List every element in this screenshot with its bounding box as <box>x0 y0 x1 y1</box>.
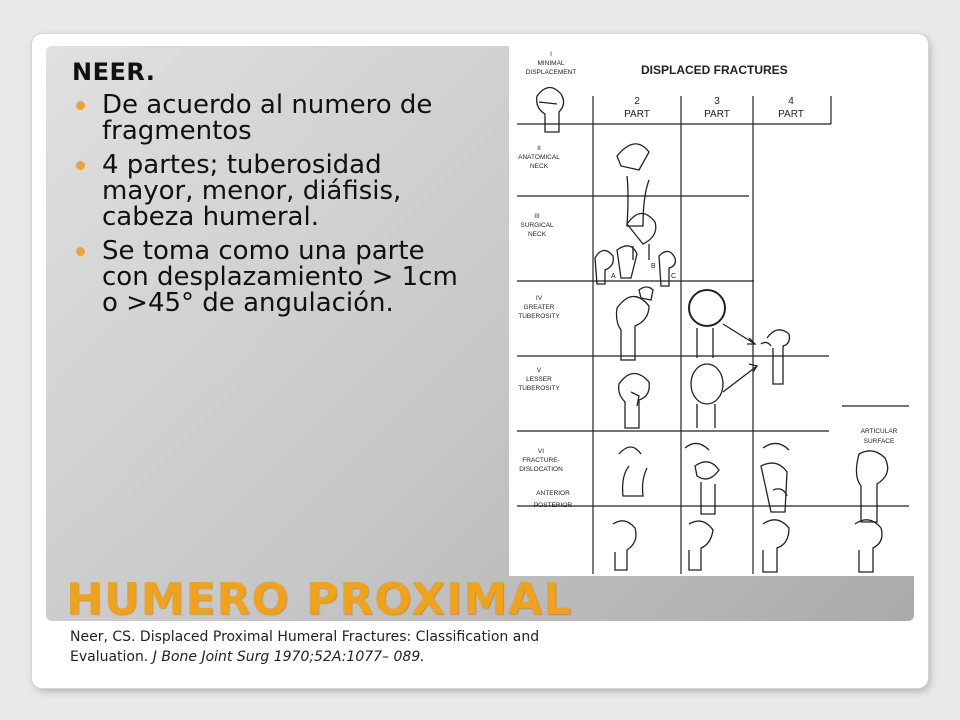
slide-title: HUMERO PROXIMAL <box>66 574 573 625</box>
bone-sketches <box>537 87 888 572</box>
fragment-letter: A <box>611 273 616 280</box>
neer-classification-figure <box>509 46 915 576</box>
row-label-line1: GREATER <box>523 304 555 311</box>
bullet-text: 4 partes; tuberosidad mayor, menor, diáfisis, cabeza humeral. <box>102 150 402 232</box>
row-label-line2: DISLOCATION <box>519 466 563 473</box>
bullet-dot-icon <box>76 161 85 170</box>
bullet-dot-icon <box>76 101 85 110</box>
bullet-text: Se toma como una parte con desplazamiento > 1cm o >45° de angulación. <box>102 236 458 318</box>
citation <box>70 627 610 667</box>
bullet-item <box>60 238 460 316</box>
articular-label: SURFACE <box>863 438 895 445</box>
column-number: 4 <box>788 96 794 107</box>
column-number: 3 <box>714 96 720 107</box>
row-number: V <box>536 367 542 374</box>
sub-row-label: ANTERIOR <box>536 490 570 497</box>
column-label: PART <box>778 109 804 120</box>
bullet-list <box>60 92 460 316</box>
column-label: PART <box>624 109 650 120</box>
sub-row-label: POSTERIOR <box>533 502 573 509</box>
row-label-line1: MINIMAL <box>537 60 565 67</box>
slide-heading: NEER. <box>72 58 156 86</box>
row-number: I <box>550 51 552 58</box>
fragment-letter: B <box>651 263 656 270</box>
column-label: PART <box>704 109 730 120</box>
row-label-line2: TUBEROSITY <box>518 313 560 320</box>
fragment-letter: C <box>671 273 677 280</box>
bullet-text: De acuerdo al numero de fragmentos <box>102 90 433 146</box>
row-label-line1: FRACTURE- <box>522 457 560 464</box>
row-label-line2: NECK <box>529 163 549 170</box>
row-label-line2: TUBEROSITY <box>518 385 560 392</box>
bullet-dot-icon <box>76 247 85 256</box>
classification-diagram <box>509 46 915 576</box>
row-number: VI <box>537 448 545 455</box>
figure-header: DISPLACED FRACTURES <box>641 63 788 77</box>
row-number: IV <box>535 295 543 302</box>
row-label-line2: NECK <box>527 231 547 238</box>
row-number: II <box>537 145 541 152</box>
slide-content <box>60 58 460 324</box>
bullet-item <box>60 152 460 230</box>
row-label-line1: ANATOMICAL <box>518 154 560 161</box>
row-label-line1: LESSER <box>526 376 552 383</box>
row-number: III <box>534 213 540 220</box>
row-label-line2: DISPLACEMENT <box>525 69 577 76</box>
articular-label: ARTICULAR <box>860 428 898 435</box>
citation-text: Neer, CS. Displaced Proximal Humeral Fractures: Classification and Evaluation. <box>70 629 540 665</box>
column-number: 2 <box>634 96 640 107</box>
row-label-line1: SURGICAL <box>520 222 554 229</box>
citation-journal: J Bone Joint Surg 1970;52A:1077– 089. <box>152 649 425 665</box>
bullet-item <box>60 92 460 144</box>
